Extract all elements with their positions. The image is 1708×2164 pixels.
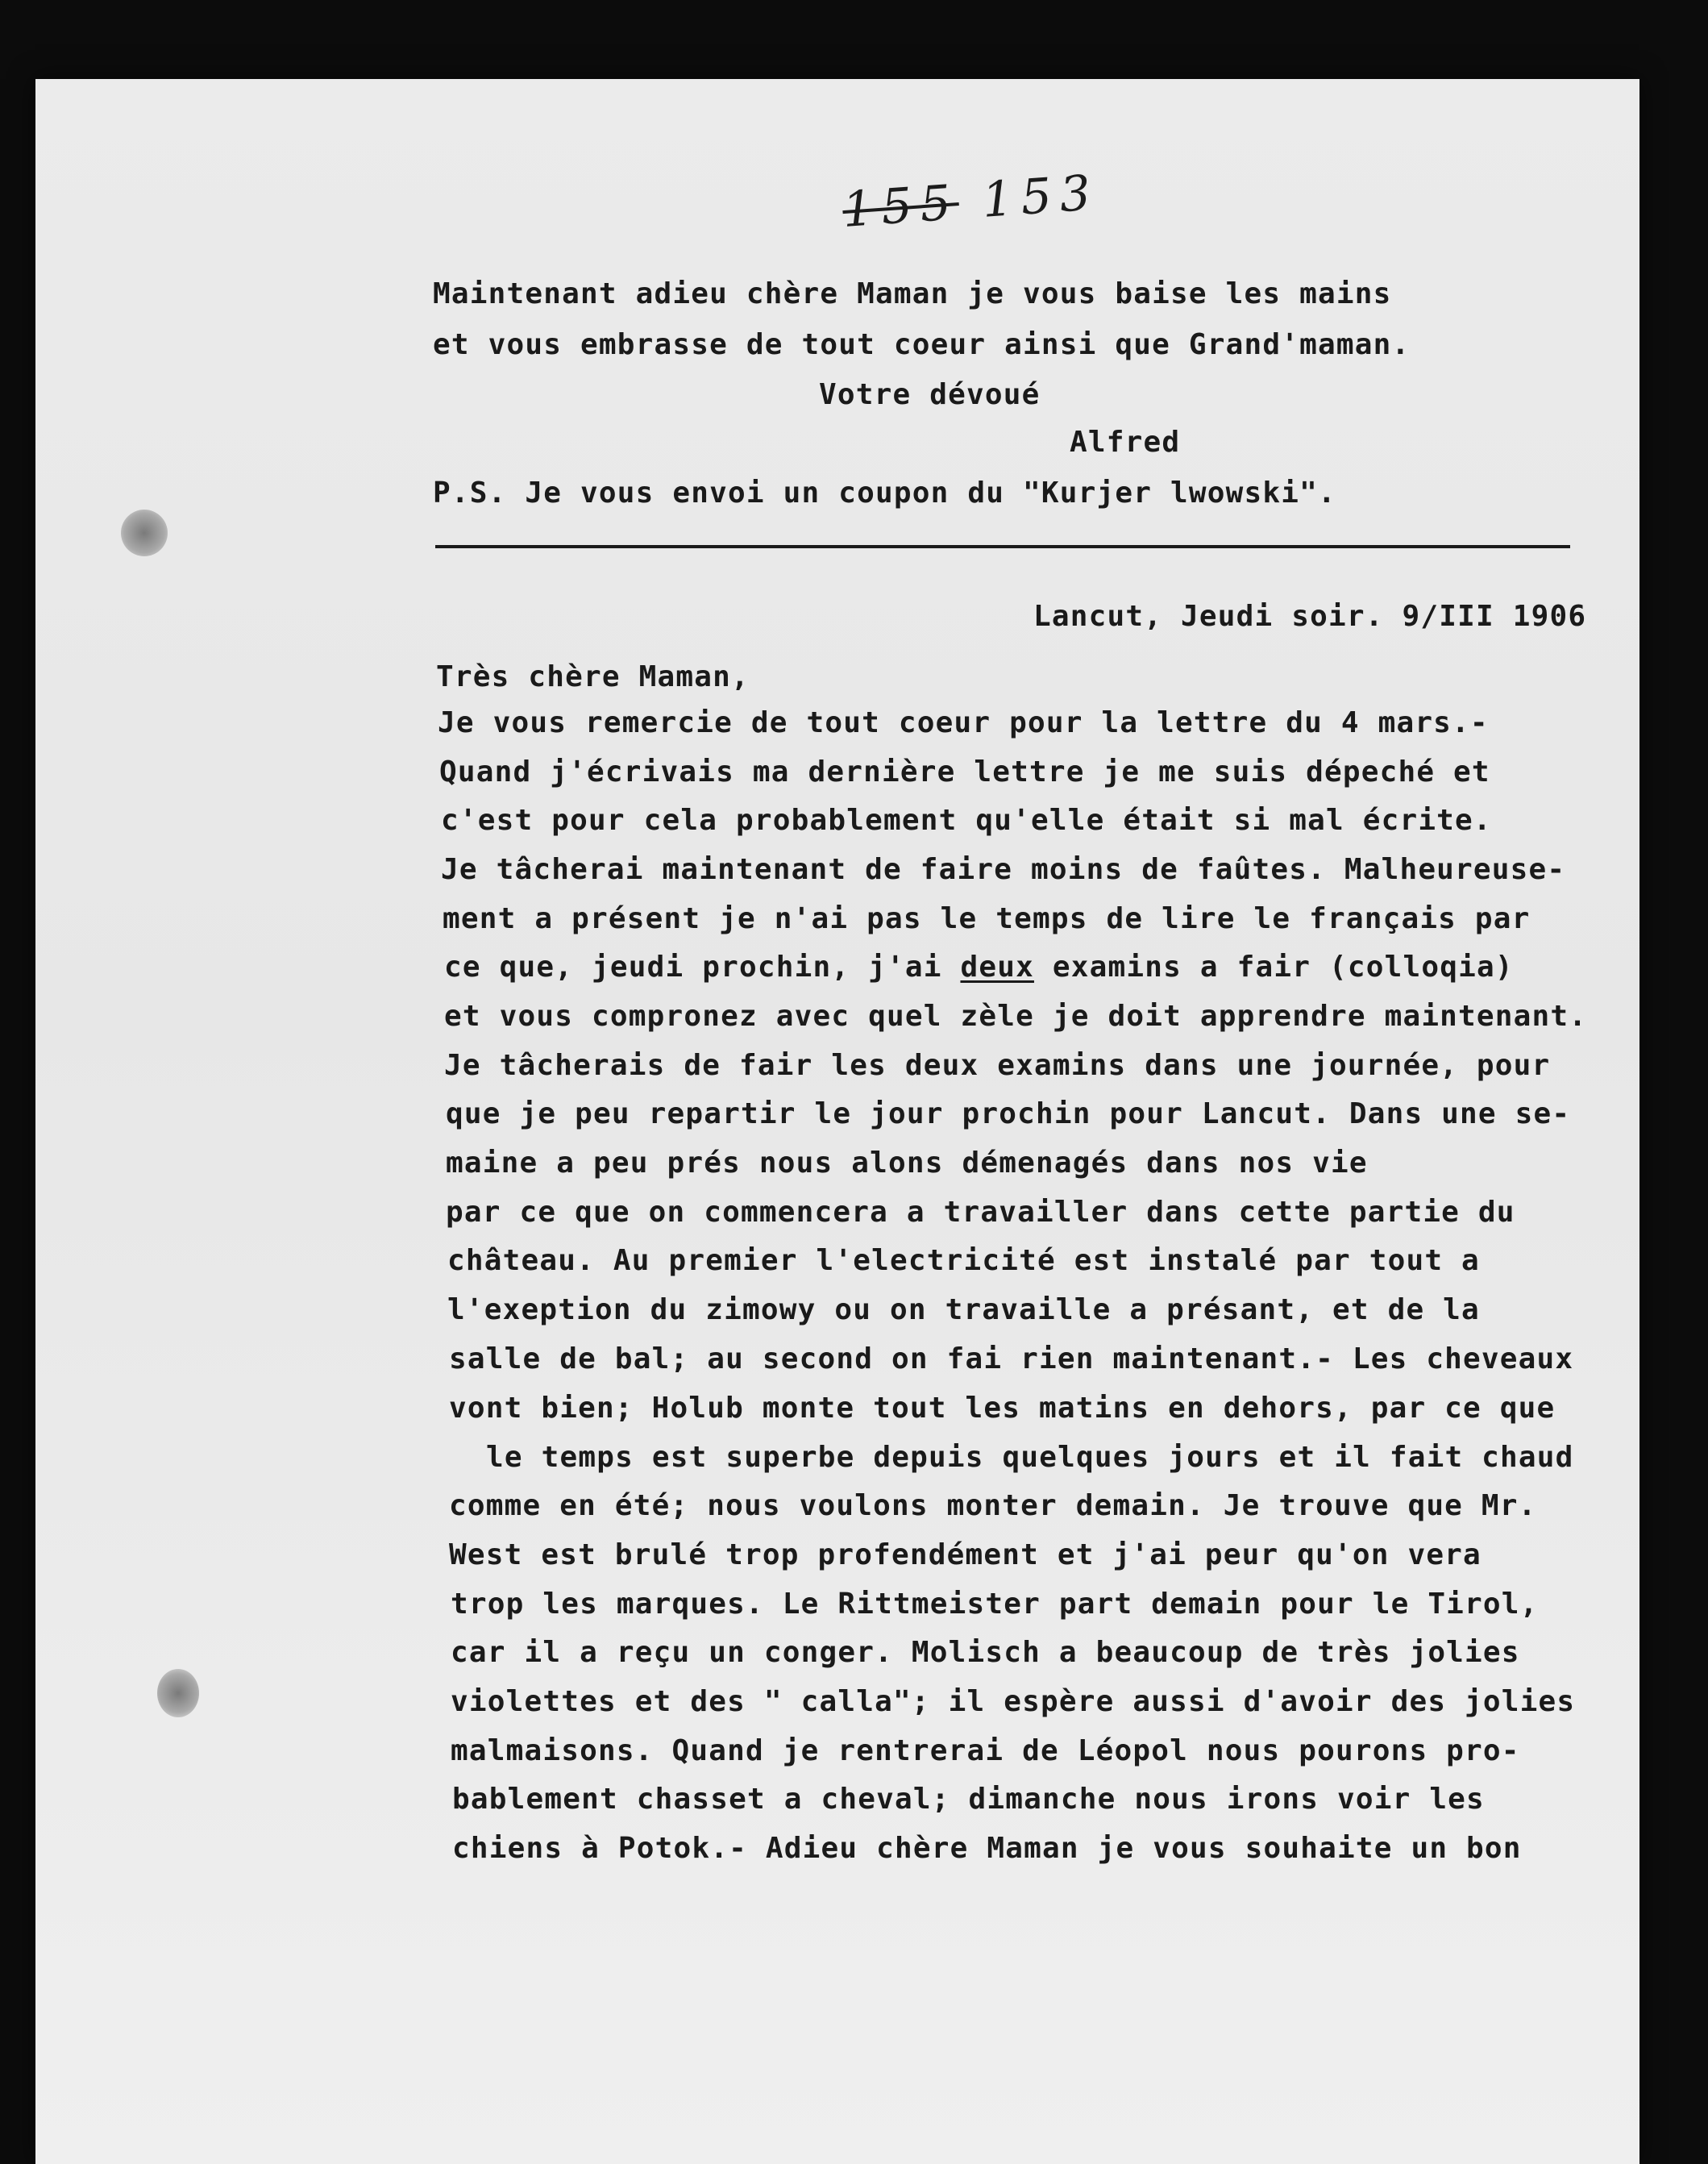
body-line: ment a présent je n'ai pas le temps de lire le français par — [443, 902, 1531, 935]
signature: Alfred — [1070, 426, 1181, 459]
current-page-number: 153 — [980, 164, 1101, 229]
punch-hole-bottom — [157, 1669, 199, 1717]
body-line: West est brulé trop profendément et j'ai peur qu'on vera — [449, 1538, 1482, 1571]
body-line: et vous compronez avec quel zèle je doit apprendre maintenant. — [444, 1000, 1588, 1033]
greeting: Très chère Maman, — [436, 660, 750, 693]
body-line: Je tâcherais de fair les deux examins dans une journée, pour — [444, 1049, 1551, 1082]
postscript: P.S. Je vous envoi un coupon du "Kurjer lwowski". — [433, 476, 1336, 510]
body-line: bablement chasset a cheval; dimanche nous irons voir les — [452, 1783, 1485, 1816]
underlined-word: deux — [960, 951, 1034, 984]
body-line: que je peu repartir le jour prochin pour Lancut. Dans une se- — [446, 1097, 1571, 1130]
body-line: le temps est superbe depuis quelques jours et il fait chaud — [486, 1441, 1574, 1474]
body-line: maine a peu prés nous alons démenagés dans nos vie — [446, 1147, 1368, 1180]
body-line: vont bien; Holub monte tout les matins en dehors, par ce que — [449, 1392, 1556, 1425]
body-line: car il a reçu un conger. Molisch a beaucoup de très jolies — [451, 1636, 1520, 1669]
body-line: Quand j'écrivais ma dernière lettre je me suis dépeché et — [439, 755, 1490, 789]
closing-line: et vous embrasse de tout coeur ainsi que Grand'maman. — [433, 328, 1411, 361]
body-line — [444, 951, 1514, 984]
struck-page-number: 155 — [840, 174, 962, 239]
place-date: Lancut, Jeudi soir. 9/III 1906 — [1033, 600, 1587, 633]
body-line: malmaisons. Quand je rentrerai de Léopol nous pourons pro- — [451, 1734, 1520, 1767]
body-line: violettes et des " calla"; il espère aussi d'avoir des jolies — [451, 1685, 1576, 1718]
body-line: Je tâcherai maintenant de faire moins de faûtes. Malheureuse- — [441, 853, 1566, 886]
closing-salutation: Votre dévoué — [819, 378, 1041, 411]
closing-line: Maintenant adieu chère Maman je vous baise les mains — [433, 277, 1392, 310]
film-edge-mark — [1669, 0, 1708, 2164]
body-line: château. Au premier l'electricité est instalé par tout a — [447, 1244, 1480, 1277]
body-line-start: ce que, jeudi prochin, j'ai — [444, 951, 961, 984]
punch-hole-top — [121, 510, 168, 556]
body-line: Je vous remercie de tout coeur pour la lettre du 4 mars.- — [438, 706, 1489, 739]
section-divider — [435, 545, 1570, 548]
body-line: c'est pour cela probablement qu'elle était si mal écrite. — [441, 804, 1492, 837]
body-line: chiens à Potok.- Adieu chère Maman je vous souhaite un bon — [452, 1832, 1522, 1865]
body-line: par ce que on commencera a travailler dans cette partie du — [446, 1196, 1515, 1229]
body-line: trop les marques. Le Rittmeister part demain pour le Tirol, — [451, 1588, 1539, 1621]
body-line-end: examins a fair (colloqia) — [1033, 951, 1514, 984]
body-line: l'exeption du zimowy ou on travaille a présant, et de la — [447, 1293, 1480, 1326]
body-line: comme en été; nous voulons monter demain. Je trouve que Mr. — [449, 1489, 1537, 1522]
body-line: salle de bal; au second on fai rien maintenant.- Les cheveaux — [449, 1342, 1574, 1375]
